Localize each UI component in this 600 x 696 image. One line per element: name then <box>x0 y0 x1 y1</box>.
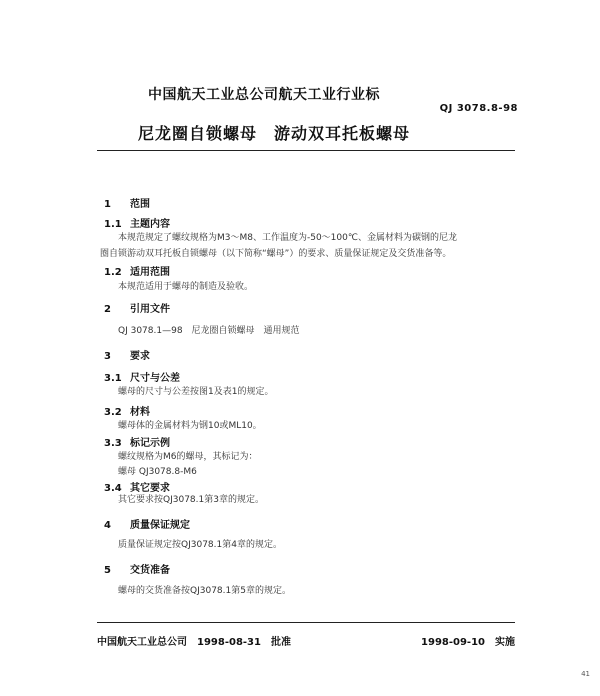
section-3-heading: 3 要求 <box>104 351 150 362</box>
section-3-3-marking-example: 螺母 QJ3078.8-M6 <box>118 467 197 477</box>
approval-line: 中国航天工业总公司 1998-08-31 批准 <box>97 637 291 648</box>
section-1-1-text-line-2: 圈自锁游动双耳托板自锁螺母（以下简称“螺母”）的要求、质量保证规定及交货准备等。 <box>100 249 452 259</box>
effective-date: 1998-09-10 实施 <box>421 637 515 648</box>
issuing-organization: 中国航天工业总公司航天工业行业标 <box>148 87 380 103</box>
section-4-text: 质量保证规定按QJ3078.1第4章的规定。 <box>118 540 282 550</box>
section-1-1-heading: 1.1 主题内容 <box>104 219 170 230</box>
header-rule <box>97 150 515 151</box>
section-1-2-heading: 1.2 适用范围 <box>104 267 170 278</box>
document-title: 尼龙圈自锁螺母 游动双耳托板螺母 <box>138 124 411 143</box>
section-5-heading: 5 交货准备 <box>104 565 170 576</box>
section-3-2-text: 螺母体的金属材料为钢10或ML10。 <box>118 421 262 431</box>
section-3-1-heading: 3.1 尺寸与公差 <box>104 373 180 384</box>
footer-rule <box>97 622 515 623</box>
section-5-text: 螺母的交货准备按QJ3078.1第5章的规定。 <box>118 586 291 596</box>
section-3-2-heading: 3.2 材料 <box>104 407 150 418</box>
section-2-heading: 2 引用文件 <box>104 304 170 315</box>
section-3-3-heading: 3.3 标记示例 <box>104 438 170 449</box>
section-3-3-text-line-1: 螺纹规格为M6的螺母，其标记为： <box>118 452 258 462</box>
section-1-2-text: 本规范适用于螺母的制造及验收。 <box>118 282 254 292</box>
page-number: 41 <box>581 670 590 678</box>
section-1-1-text-line-1: 本规范规定了螺纹规格为M3～M8、工作温度为-50～100℃、金属材料为碳钢的尼龙 <box>118 233 457 243</box>
section-3-4-heading: 3.4 其它要求 <box>104 483 170 494</box>
section-3-4-text: 其它要求按QJ3078.1第3章的规定。 <box>118 495 264 505</box>
section-1-heading: 1 范围 <box>104 199 150 210</box>
standard-code: QJ 3078.8-98 <box>439 103 518 114</box>
section-2-reference: QJ 3078.1—98 尼龙圈自锁螺母 通用规范 <box>118 326 300 336</box>
section-4-heading: 4 质量保证规定 <box>104 520 190 531</box>
section-3-1-text: 螺母的尺寸与公差按图1及表1的规定。 <box>118 387 274 397</box>
